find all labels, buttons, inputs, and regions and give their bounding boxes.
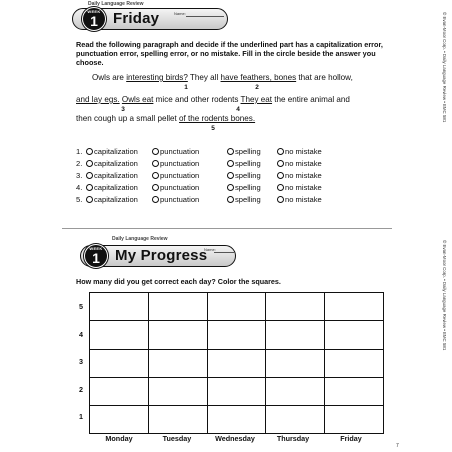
bubble-icon[interactable] xyxy=(152,160,159,167)
option-punctuation[interactable]: punctuation xyxy=(152,183,199,192)
bubble-icon[interactable] xyxy=(86,184,93,191)
paragraph-text: They all xyxy=(187,73,221,82)
bubble-icon[interactable] xyxy=(277,172,284,179)
option-no-mistake[interactable]: no mistake xyxy=(277,171,322,180)
grid-square[interactable] xyxy=(90,321,149,349)
y-label-3: 3 xyxy=(79,357,83,366)
paragraph-text: mice and other rodents xyxy=(153,95,241,104)
underlined-part-4: They eat xyxy=(240,95,273,104)
option-punctuation[interactable]: punctuation xyxy=(152,171,199,180)
underlined-part-3a: and lay egs. xyxy=(76,95,120,104)
option-spelling[interactable]: spelling xyxy=(227,171,261,180)
bubble-icon[interactable] xyxy=(277,196,284,203)
grid-square[interactable] xyxy=(90,377,149,405)
option-punctuation[interactable]: punctuation xyxy=(152,159,199,168)
grid-square[interactable] xyxy=(207,293,266,321)
bubble-icon[interactable] xyxy=(86,172,93,179)
grid-square[interactable] xyxy=(266,377,325,405)
grid-square[interactable] xyxy=(325,349,384,377)
option-capitalization[interactable]: capitalization xyxy=(86,183,138,192)
page-number: 7 xyxy=(396,443,399,449)
option-capitalization[interactable]: capitalization xyxy=(86,171,138,180)
grid-square[interactable] xyxy=(325,377,384,405)
paragraph-text: that are hollow, xyxy=(296,73,353,82)
paragraph-text: the entire animal and xyxy=(272,95,350,104)
bubble-icon[interactable] xyxy=(86,196,93,203)
day-title: Friday xyxy=(113,10,160,27)
week-badge xyxy=(84,244,108,268)
bubble-icon[interactable] xyxy=(227,184,234,191)
grid-square[interactable] xyxy=(148,349,207,377)
underlined-part-2: have feathers, bones xyxy=(220,73,297,82)
answer-row xyxy=(76,159,336,171)
grid-square[interactable] xyxy=(90,349,149,377)
option-capitalization[interactable]: capitalization xyxy=(86,147,138,156)
grid-square[interactable] xyxy=(90,293,149,321)
y-label-4: 4 xyxy=(79,330,83,339)
day-label-monday: Monday xyxy=(105,434,133,443)
paragraph-text: then cough up a small pellet xyxy=(76,114,180,123)
grid-square[interactable] xyxy=(325,293,384,321)
underlined-part-1: interesting birds? xyxy=(126,73,188,82)
bubble-icon[interactable] xyxy=(227,172,234,179)
grid-row-3 xyxy=(90,349,384,377)
answer-row xyxy=(76,147,336,159)
option-no-mistake[interactable]: no mistake xyxy=(277,147,322,156)
grid-square[interactable] xyxy=(148,321,207,349)
bubble-icon[interactable] xyxy=(152,172,159,179)
marker-1: 1 xyxy=(184,84,188,91)
question-number: 4. xyxy=(76,183,83,192)
answer-row xyxy=(76,195,336,207)
grid-square[interactable] xyxy=(266,406,325,434)
bubble-icon[interactable] xyxy=(152,184,159,191)
day-label-tuesday: Tuesday xyxy=(162,434,192,443)
grid-square[interactable] xyxy=(325,406,384,434)
grid-square[interactable] xyxy=(325,321,384,349)
week-label: WEEK xyxy=(89,246,103,251)
y-label-1: 1 xyxy=(79,412,83,421)
option-spelling[interactable]: spelling xyxy=(227,147,261,156)
instructions: Read the following paragraph and decide if the underlined part has a capitalization error, punctuation error, spelling error, or no mistake. Fill in the circle beside the answer you choose. xyxy=(76,40,383,67)
option-spelling[interactable]: spelling xyxy=(227,195,261,204)
option-capitalization[interactable]: capitalization xyxy=(86,159,138,168)
bubble-icon[interactable] xyxy=(227,196,234,203)
grid-square[interactable] xyxy=(148,406,207,434)
name-label: Name: xyxy=(204,247,216,252)
grid-square[interactable] xyxy=(207,349,266,377)
grid-row-4 xyxy=(90,321,384,349)
paragraph-line-3 xyxy=(76,114,255,123)
name-line xyxy=(214,252,234,253)
bubble-icon[interactable] xyxy=(277,148,284,155)
grid-square[interactable] xyxy=(207,406,266,434)
option-no-mistake[interactable]: no mistake xyxy=(277,183,322,192)
option-punctuation[interactable]: punctuation xyxy=(152,195,199,204)
progress-question: How many did you get correct each day? Color the squares. xyxy=(76,277,281,286)
bubble-icon[interactable] xyxy=(86,148,93,155)
grid-square[interactable] xyxy=(148,377,207,405)
week-label: WEEK xyxy=(87,9,101,14)
paragraph-line-1 xyxy=(92,73,353,82)
day-label-friday: Friday xyxy=(340,434,362,443)
grid-square[interactable] xyxy=(266,293,325,321)
series-title: Daily Language Review xyxy=(112,236,168,242)
grid-square[interactable] xyxy=(266,321,325,349)
grid-square[interactable] xyxy=(90,406,149,434)
grid-row-2 xyxy=(90,377,384,405)
week-number: 1 xyxy=(90,13,98,29)
bubble-icon[interactable] xyxy=(277,184,284,191)
grid-square[interactable] xyxy=(207,321,266,349)
side-credit: © Evan-Moor Corp. • Daily Language Review • EMC 581 xyxy=(442,240,447,351)
bubble-icon[interactable] xyxy=(152,196,159,203)
week-number: 1 xyxy=(92,250,100,266)
grid-square[interactable] xyxy=(148,293,207,321)
week-badge xyxy=(82,7,106,31)
option-spelling[interactable]: spelling xyxy=(227,159,261,168)
y-label-2: 2 xyxy=(79,385,83,394)
bubble-icon[interactable] xyxy=(152,148,159,155)
bubble-icon[interactable] xyxy=(277,160,284,167)
bubble-icon[interactable] xyxy=(86,160,93,167)
answer-row xyxy=(76,183,336,195)
name-line xyxy=(186,16,224,17)
name-label: Name: xyxy=(174,11,186,16)
grid-square[interactable] xyxy=(207,377,266,405)
option-no-mistake[interactable]: no mistake xyxy=(277,195,322,204)
option-spelling[interactable]: spelling xyxy=(227,183,261,192)
option-no-mistake[interactable]: no mistake xyxy=(277,159,322,168)
section-divider xyxy=(62,228,392,229)
series-title: Daily Language Review xyxy=(88,1,144,7)
side-credit: © Evan-Moor Corp. • Daily Language Review • EMC 581 xyxy=(442,12,447,123)
marker-4: 4 xyxy=(236,106,240,113)
question-number: 2. xyxy=(76,159,83,168)
y-label-5: 5 xyxy=(79,302,83,311)
paragraph-line-2 xyxy=(76,95,350,104)
option-capitalization[interactable]: capitalization xyxy=(86,195,138,204)
question-number: 1. xyxy=(76,147,83,156)
marker-2: 2 xyxy=(255,84,259,91)
marker-5: 5 xyxy=(211,125,215,132)
bubble-icon[interactable] xyxy=(227,160,234,167)
marker-3: 3 xyxy=(121,106,125,113)
grid-row-5 xyxy=(90,293,384,321)
grid-square[interactable] xyxy=(266,349,325,377)
question-number: 5. xyxy=(76,195,83,204)
option-punctuation[interactable]: punctuation xyxy=(152,147,199,156)
underlined-part-5: of the rodents bones. xyxy=(179,114,256,123)
paragraph-text: Owls are xyxy=(92,73,127,82)
question-number: 3. xyxy=(76,171,83,180)
bubble-icon[interactable] xyxy=(227,148,234,155)
grid-row-1 xyxy=(90,406,384,434)
day-label-wednesday: Wednesday xyxy=(215,434,255,443)
day-label-thursday: Thursday xyxy=(276,434,310,443)
progress-grid xyxy=(89,292,384,434)
page-title: My Progress xyxy=(115,247,208,264)
underlined-part-3b: Owls eat xyxy=(121,95,154,104)
answer-row xyxy=(76,171,336,183)
